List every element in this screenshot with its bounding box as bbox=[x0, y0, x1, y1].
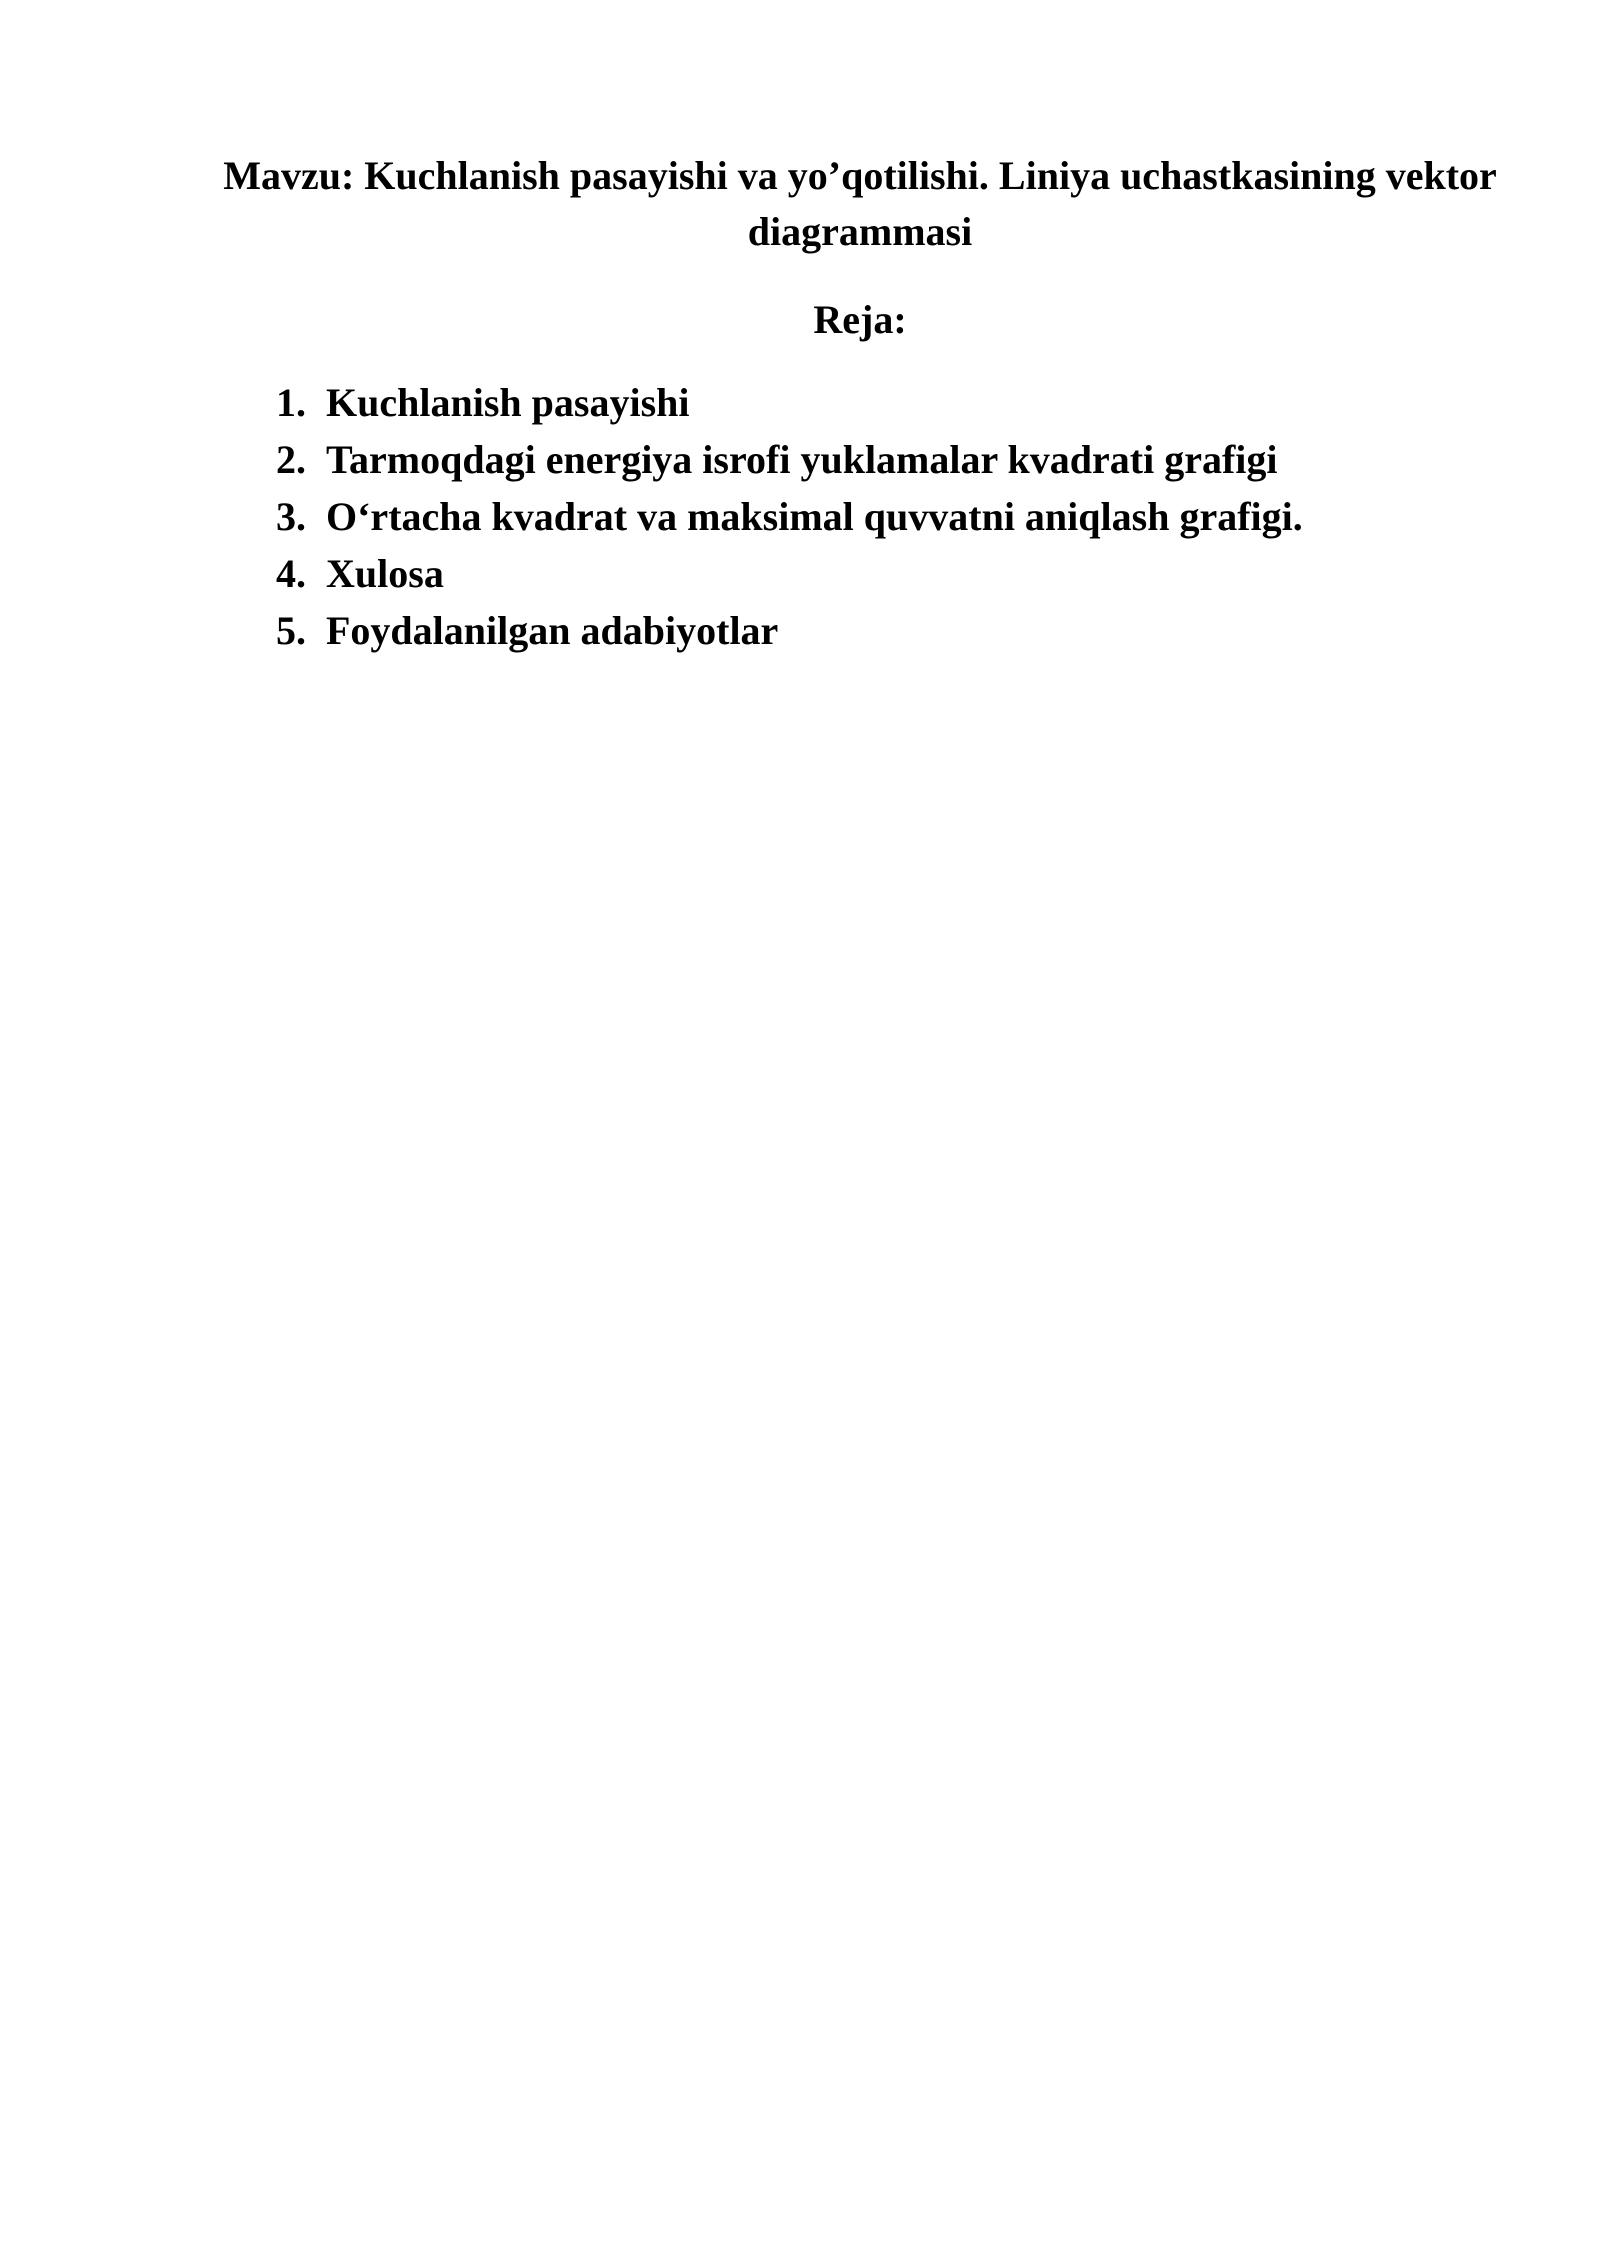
plan-item-number: 2. bbox=[276, 437, 306, 482]
plan-item-number: 5. bbox=[276, 608, 306, 653]
plan-item bbox=[276, 488, 1303, 545]
plan-item bbox=[276, 545, 1303, 602]
plan-item-number: 1. bbox=[276, 380, 306, 425]
plan-item-text: Foydalanilgan adabiyotlar bbox=[326, 608, 779, 653]
plan-item bbox=[276, 431, 1303, 488]
plan-item bbox=[276, 602, 1303, 659]
plan-heading: Reja: bbox=[813, 297, 907, 342]
plan-item bbox=[276, 374, 1303, 431]
plan-item-text: Xulosa bbox=[326, 551, 444, 596]
plan-list bbox=[276, 374, 1303, 659]
plan-item-number: 3. bbox=[276, 494, 306, 539]
plan-item-text: Tarmoqdagi energiya isrofi yuklamalar kvadrati grafigi bbox=[326, 437, 1278, 482]
plan-item-text: Kuchlanish pasayishi bbox=[326, 380, 690, 425]
plan-item-text: O‘rtacha kvadrat va maksimal quvvatni aniqlash grafigi. bbox=[326, 494, 1303, 539]
plan-item-number: 4. bbox=[276, 551, 306, 596]
document-title: Mavzu: Kuchlanish pasayishi va yo’qotilishi. Liniya uchastkasining vektor diagrammasi bbox=[223, 153, 1497, 254]
